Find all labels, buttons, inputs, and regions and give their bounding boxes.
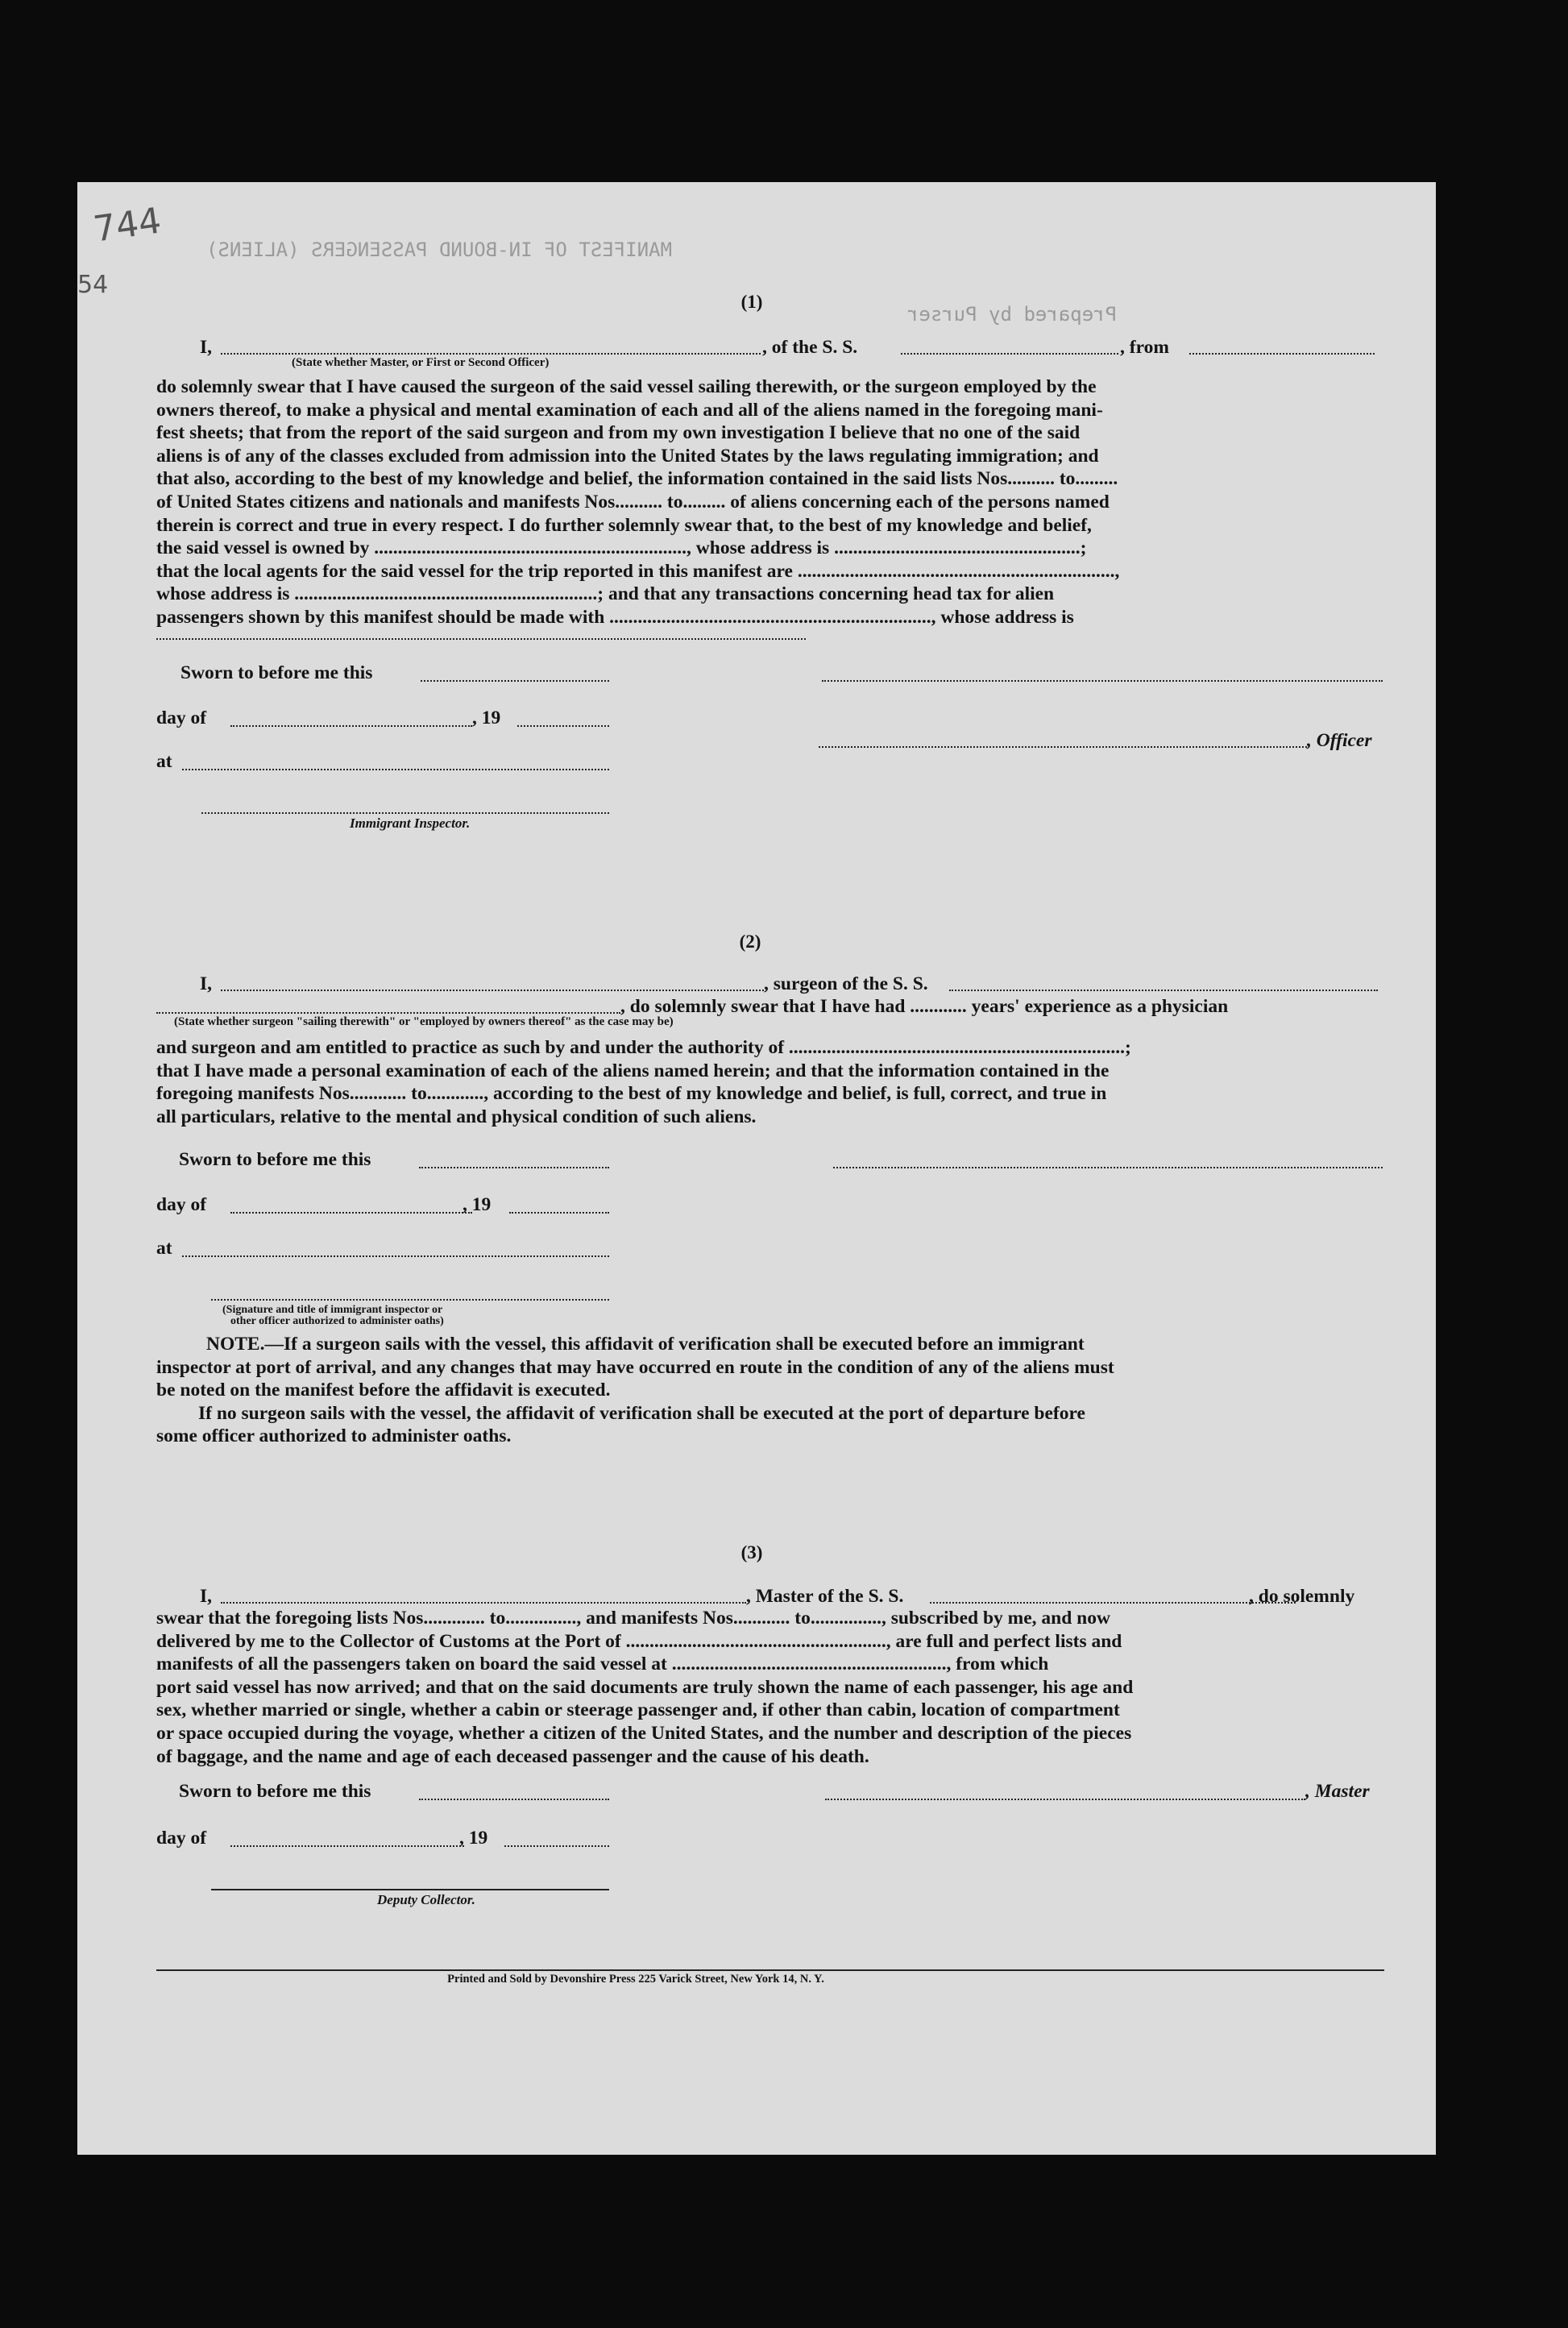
s1-from: , from bbox=[1120, 337, 1169, 358]
bleed-through-text: Prepared by Purser bbox=[907, 303, 1118, 326]
section-2-number: (2) bbox=[739, 932, 761, 952]
s2-day-of: day of bbox=[156, 1194, 207, 1215]
s1-body-line: that also, according to the best of my knowledge and belief, the information contained in the said lists Nos.......... to......... bbox=[156, 468, 1118, 490]
note-line: inspector at port of arrival, and any changes that may have occurred en route in the condition of any of the aliens must bbox=[156, 1356, 1114, 1378]
s1-body-line: that the local agents for the said vessel for the trip reported in this manifest are ..................................................................., bbox=[156, 560, 1120, 582]
s2-year: , 19 bbox=[463, 1194, 492, 1215]
s3-year: , 19 bbox=[459, 1828, 488, 1849]
section-2-body bbox=[156, 1036, 1384, 1128]
manifest-page bbox=[77, 182, 1436, 2155]
s1-body-line: fest sheets; that from the report of the said surgeon and from my own investigation I believe that no one of the said bbox=[156, 422, 1081, 444]
s1-body-line: whose address is ................................................................; and that any transactions concerning head tax for alien bbox=[156, 583, 1055, 605]
s2-body-line: and surgeon and am entitled to practice as such by and under the authority of .......................................................................; bbox=[156, 1037, 1131, 1058]
s1-body-line: passengers shown by this manifest should be made with ...................................................................., whose address is bbox=[156, 606, 1074, 628]
s1-state-note: (State whether Master, or First or Second Officer) bbox=[292, 356, 550, 369]
s3-body-line: delivered by me to the Collector of Customs at the Port of ......................................................., are full and perfect lists and bbox=[156, 1630, 1122, 1652]
s3-day-of: day of bbox=[156, 1828, 207, 1849]
note-line: some officer authorized to administer oaths. bbox=[156, 1425, 512, 1447]
s2-body-line: foregoing manifests Nos............ to............, according to the best of my knowledge and belief, is full, correct, and true in bbox=[156, 1083, 1107, 1105]
bleed-through-header: MANIFEST OF IN-BOUND PASSENGERS (ALIENS) bbox=[206, 239, 672, 261]
s3-body-line: of baggage, and the name and age of each deceased passenger and the cause of his death. bbox=[156, 1745, 869, 1767]
note-line: If no surgeon sails with the vessel, the affidavit of verification shall be executed at the port of departure before bbox=[198, 1402, 1085, 1424]
section-3-number: (3) bbox=[740, 1542, 763, 1562]
s1-body-line: therein is correct and true in every respect. I do further solemnly swear that, to the best of my knowledge and belief, bbox=[156, 514, 1092, 536]
s1-body-line: owners thereof, to make a physical and mental examination of each and all of the aliens named in the foregoing mani- bbox=[156, 399, 1103, 421]
s1-year: , 19 bbox=[472, 708, 501, 728]
s1-body-line: do solemnly swear that I have caused the surgeon of the said vessel sailing therewith, or the surgeon employed by the bbox=[156, 376, 1097, 397]
s1-at: at bbox=[156, 751, 172, 772]
s2-body-line: all particulars, relative to the mental and physical condition of such aliens. bbox=[156, 1106, 757, 1127]
s2-state-note: (State whether surgeon "sailing therewith" or "employed by owners thereof" as the case may be) bbox=[174, 1015, 674, 1028]
s2-sworn: Sworn to before me this bbox=[179, 1149, 371, 1170]
s1-body-line: of United States citizens and nationals and manifests Nos.......... to......... of aliens concerning each of the persons named bbox=[156, 491, 1110, 512]
s3-I: I, bbox=[200, 1586, 213, 1607]
s3-body-line: swear that the foregoing lists Nos............. to..............., and manifests Nos............ to..............., subscribed by me, and now bbox=[156, 1608, 1110, 1629]
s2-at: at bbox=[156, 1238, 172, 1259]
s3-body-line: manifests of all the passengers taken on board the said vessel at .........................................................., from which bbox=[156, 1654, 1049, 1675]
handwritten-number: 744 bbox=[90, 200, 164, 251]
s2-line2: , do solemnly swear that I have had ............ years' experience as a physician bbox=[620, 996, 1229, 1017]
s1-body-line: the said vessel is owned by .................................................................., whose address is ....................................................; bbox=[156, 537, 1087, 559]
s3-master-sign: , Master bbox=[1305, 1781, 1370, 1802]
note-line: be noted on the manifest before the affidavit is executed. bbox=[156, 1380, 611, 1401]
s3-master: , Master of the S. S. bbox=[746, 1586, 904, 1607]
note-line: NOTE.—If a surgeon sails with the vessel, this affidavit of verification shall be executed before an immigrant bbox=[206, 1334, 1085, 1355]
s3-body-line: port said vessel has now arrived; and that on the said documents are truly shown the name of each passenger, his age and bbox=[156, 1676, 1134, 1698]
s1-officer: , Officer bbox=[1307, 730, 1372, 751]
s2-I: I, bbox=[200, 973, 213, 994]
s1-day-of: day of bbox=[156, 708, 207, 728]
s3-collector: Deputy Collector. bbox=[377, 1892, 475, 1907]
s1-body-line: aliens is of any of the classes excluded from admission into the United States by the laws regulating immigration; and bbox=[156, 445, 1099, 467]
s3-body-line: sex, whether married or single, whether a cabin or steerage passenger and, if other than cabin, location of compartment bbox=[156, 1699, 1120, 1721]
s2-surgeon: , surgeon of the S. S. bbox=[764, 973, 928, 994]
s3-body-line: or space occupied during the voyage, whether a citizen of the United States, and the number and description of the pieces bbox=[156, 1722, 1132, 1744]
section-1-body bbox=[156, 376, 1384, 629]
section-1-number: (1) bbox=[740, 292, 763, 312]
printer-footer: Printed and Sold by Devonshire Press 225 Varick Street, New York 14, N. Y. bbox=[447, 1973, 824, 1986]
s2-body-line: that I have made a personal examination of each of the aliens named herein; and that the information contained in the bbox=[156, 1060, 1110, 1081]
s1-sworn: Sworn to before me this bbox=[180, 662, 373, 683]
s1-of-the-ss: , of the S. S. bbox=[762, 337, 858, 358]
s3-sworn: Sworn to before me this bbox=[179, 1781, 371, 1802]
s2-sig-note-1: (Signature and title of immigrant inspector or bbox=[222, 1304, 443, 1316]
handwritten-side-number: 54 bbox=[77, 271, 109, 299]
s3-end: , do solemnly bbox=[1249, 1586, 1355, 1607]
section-3-body bbox=[156, 1607, 1384, 1768]
note-block bbox=[156, 1333, 1384, 1448]
s1-I: I, bbox=[200, 337, 213, 358]
s2-sig-note-2: other officer authorized to administer oaths) bbox=[230, 1315, 444, 1327]
s1-inspector: Immigrant Inspector. bbox=[350, 815, 471, 831]
